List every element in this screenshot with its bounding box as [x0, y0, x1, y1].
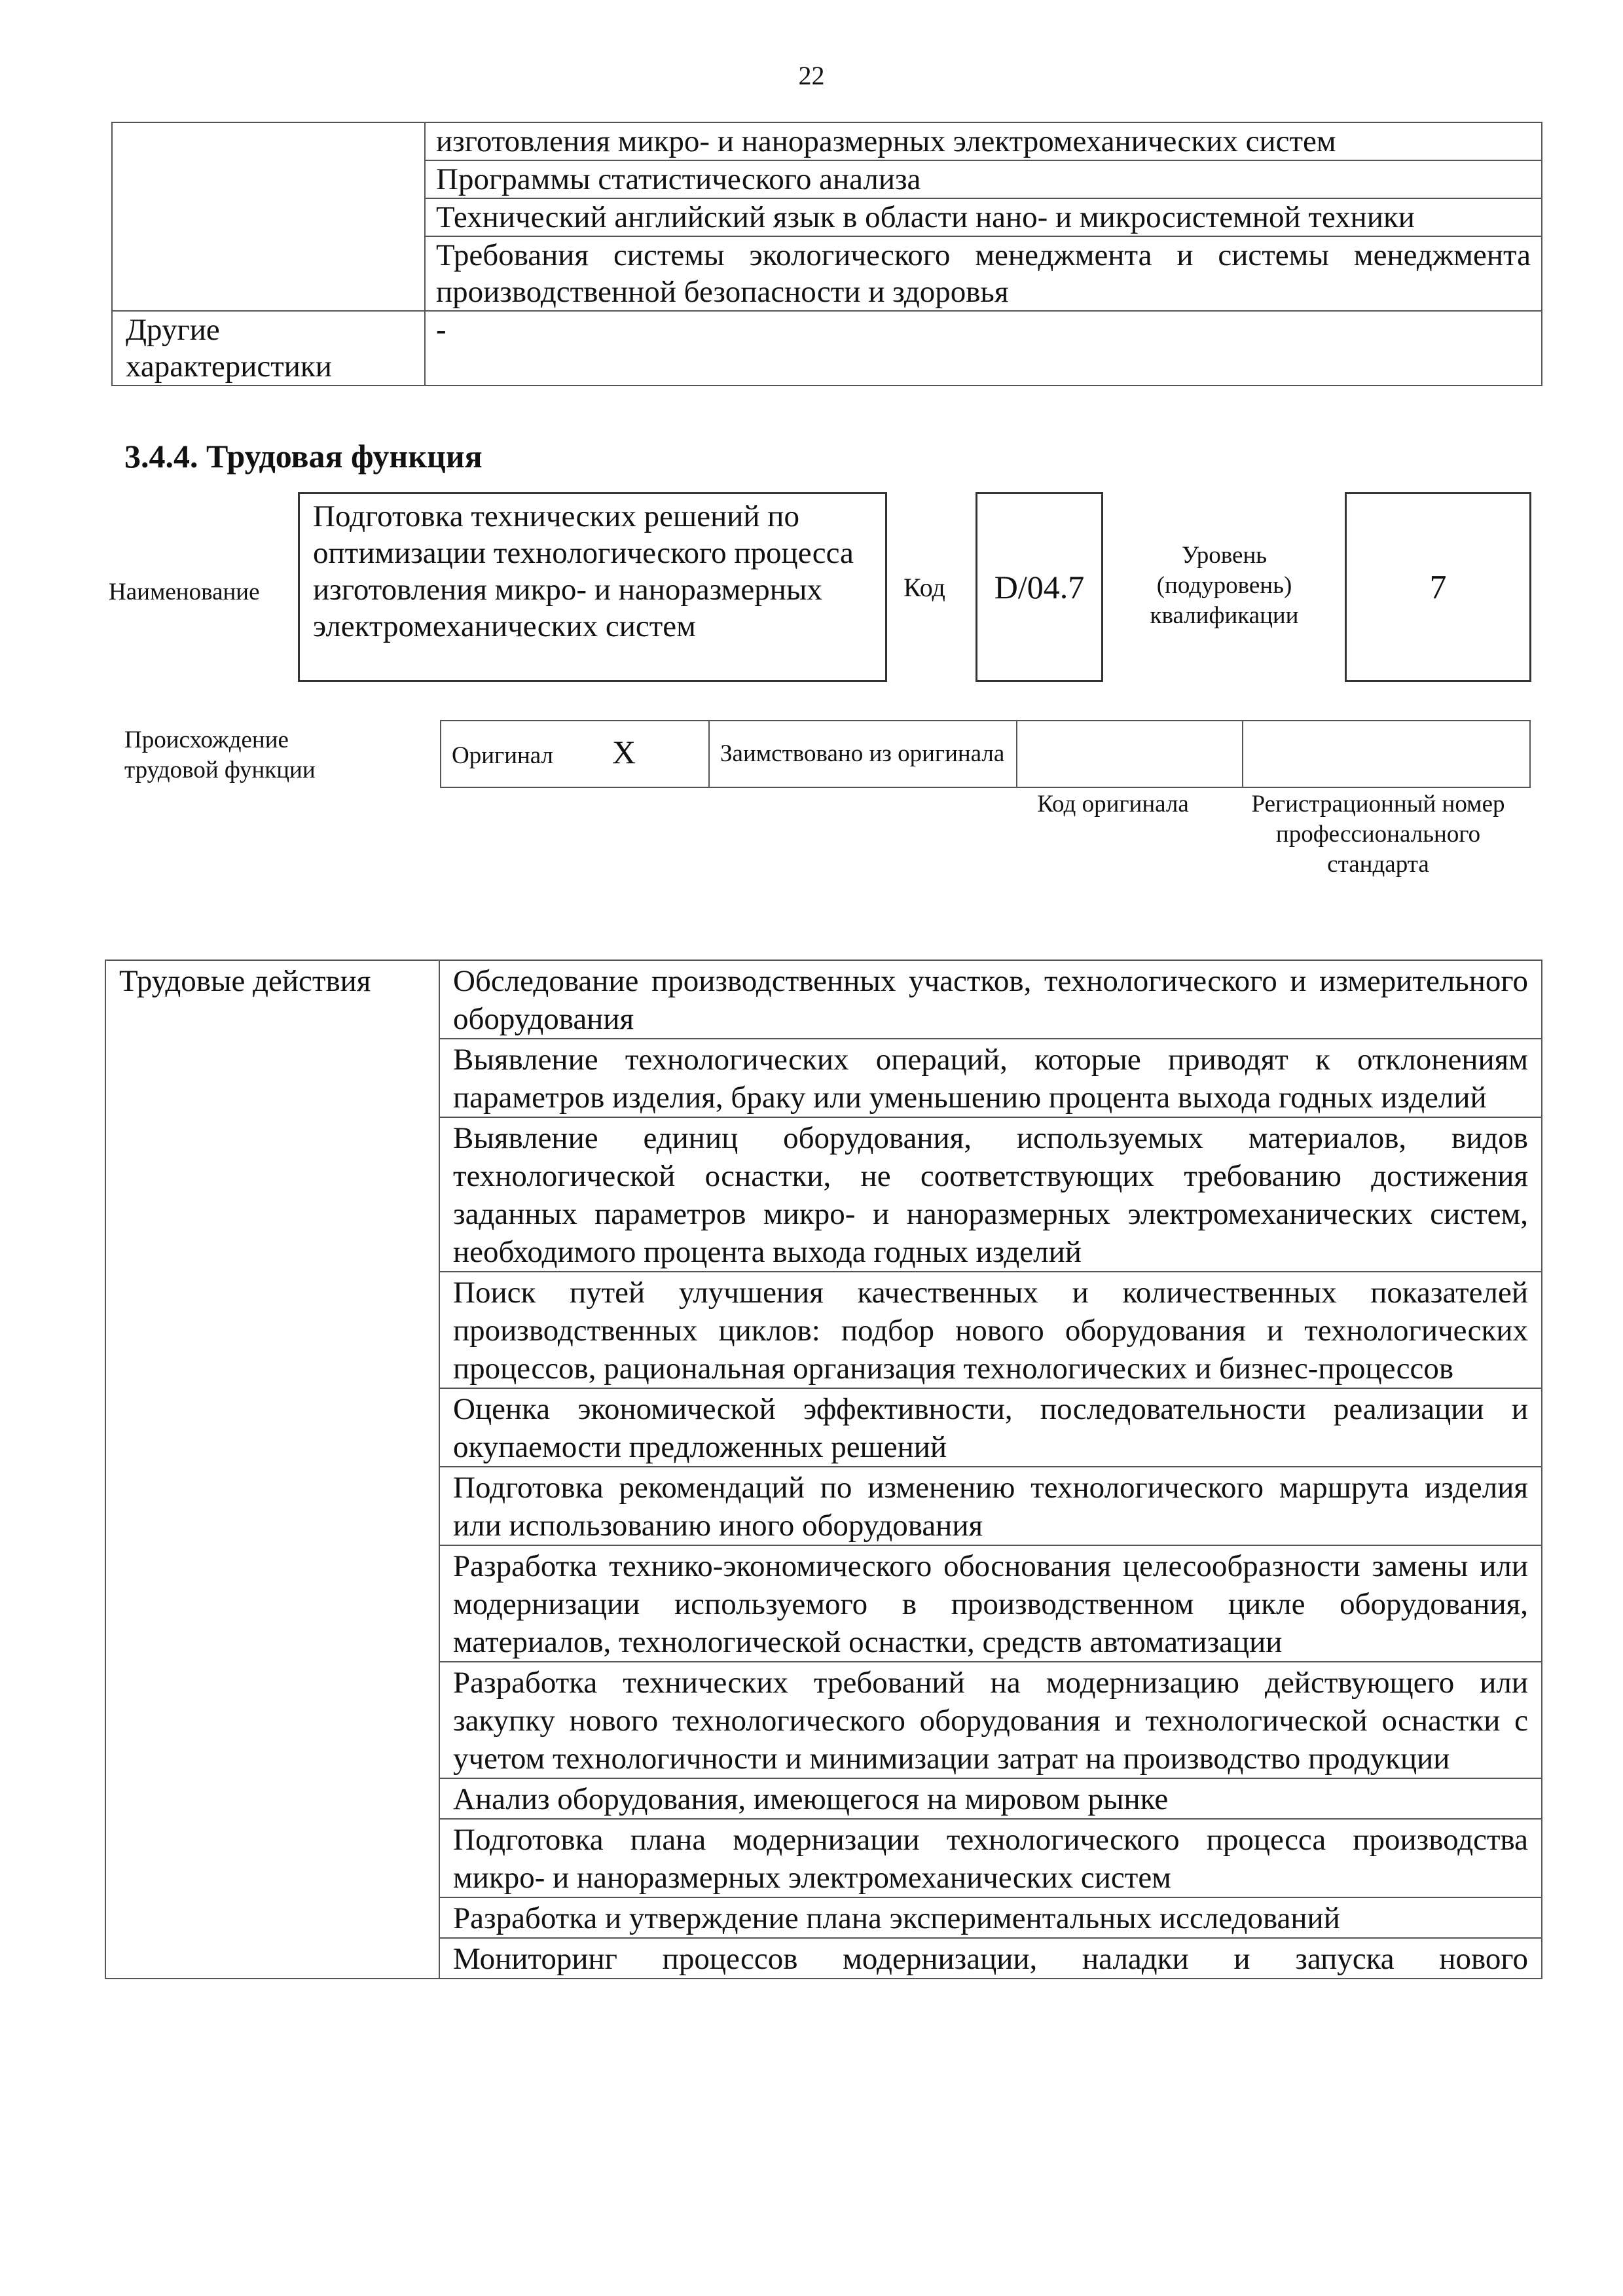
action-item: Разработка и утверждение плана экспериментальных исследований: [439, 1897, 1542, 1938]
code-original-cell: [1017, 721, 1243, 787]
table-row: [112, 311, 1542, 386]
empty-label-cell: [112, 122, 425, 311]
action-item: Разработка технико-экономического обоснования целесообразности замены или модернизации используемого в производственном цикле оборудования, материалов, технологической оснастки, средств автоматизации: [439, 1545, 1542, 1662]
reg-number-caption: Регистрационный номер профессионального стандарта: [1251, 791, 1505, 878]
knowledge-continuation-table: [111, 122, 1542, 386]
action-item: Разработка технических требований на модернизацию действующего или закупку нового технологического оборудования и технологической оснастки с учетом технологичности и минимизации затрат на производство продукции: [439, 1662, 1542, 1778]
borrowed-label: Заимствовано из оригинала: [709, 721, 1017, 787]
origin-table: [440, 720, 1531, 788]
knowledge-item: Программы статистического анализа: [425, 160, 1542, 198]
name-label: Наименование: [109, 579, 260, 605]
table-row: [105, 960, 1542, 1039]
other-characteristics-label: Другие характеристики: [112, 311, 425, 386]
knowledge-item: изготовления микро- и наноразмерных электромеханических систем: [425, 122, 1542, 160]
qualification-level-box: 7: [1345, 492, 1531, 682]
original-label: Оригинал: [452, 742, 554, 769]
knowledge-item: Технический английский язык в области нано- и микросистемной техники: [425, 198, 1542, 236]
action-item: Выявление технологических операций, которые приводят к отклонениям параметров изделия, браку или уменьшению процента выхода годных изделий: [439, 1039, 1542, 1117]
action-item: Подготовка плана модернизации технологического процесса производства микро- и наноразмерных электромеханических систем: [439, 1819, 1542, 1897]
knowledge-item: Требования системы экологического менеджмента и системы менеджмента производственной безопасности и здоровья: [425, 236, 1542, 311]
function-name-box: Подготовка технических решений по оптимизации технологического процесса изготовления микро- и наноразмерных электромеханических систем: [298, 492, 887, 682]
action-item: Обследование производственных участков, технологического и измерительного оборудования: [439, 960, 1542, 1039]
original-mark: X: [612, 734, 636, 770]
reg-number-cell: [1243, 721, 1530, 787]
code-original-caption: Код оригинала: [1037, 791, 1189, 817]
table-row: [112, 122, 1542, 160]
action-item: Выявление единиц оборудования, используемых материалов, видов технологической оснастки, не соответствующих требованию достижения заданных параметров микро- и наноразмерных электромеханических систем, необходимого процента выхода годных изделий: [439, 1117, 1542, 1272]
page-number: 22: [798, 61, 825, 90]
table-row: [441, 721, 1530, 787]
action-item: Анализ оборудования, имеющегося на мировом рынке: [439, 1778, 1542, 1819]
origin-label: Происхождение трудовой функции: [124, 726, 316, 783]
action-item: Мониторинг процессов модернизации, наладки и запуска нового: [439, 1938, 1542, 1979]
original-cell: [441, 721, 709, 787]
action-item: Подготовка рекомендаций по изменению технологического маршрута изделия или использованию иного оборудования: [439, 1467, 1542, 1545]
other-characteristics-value: -: [425, 311, 1542, 386]
labour-actions-label: Трудовые действия: [105, 960, 439, 1979]
action-item: Поиск путей улучшения качественных и количественных показателей производственных циклов: подбор нового оборудования и технологических процессов, рациональная организация технологических и бизнес-процессов: [439, 1272, 1542, 1388]
section-heading: 3.4.4. Трудовая функция: [124, 438, 483, 475]
function-code-box: D/04.7: [976, 492, 1103, 682]
qualification-level-label: Уровень (подуровень) квалификации: [1150, 542, 1299, 629]
action-item: Оценка экономической эффективности, последовательности реализации и окупаемости предложенных решений: [439, 1388, 1542, 1467]
code-label: Код: [903, 573, 945, 602]
labour-actions-table: [105, 960, 1542, 1979]
